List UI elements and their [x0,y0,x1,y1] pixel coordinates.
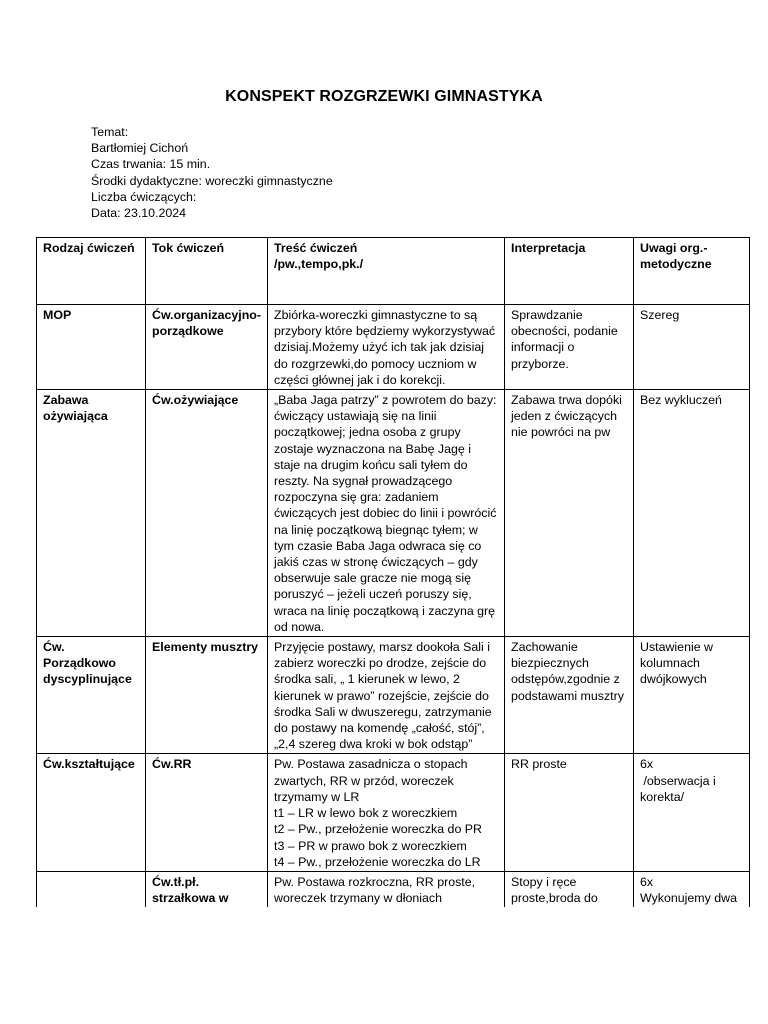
cell-interpretation: Zabawa trwa dopóki jeden z ćwiczących nie powróci na pw [505,390,634,637]
cell-interpretation: Zachowanie biezpiecznych odstępów,zgodnie z podstawami musztry [505,637,634,754]
cell-exercise-content [268,754,505,871]
header-exercise-type: Rodzaj ćwiczeń [37,238,146,305]
content-line: t2 – Pw., przełożenie woreczka do PR [274,822,482,837]
cell-interpretation: RR proste [505,754,634,871]
cell-exercise-type: MOP [37,305,146,390]
meta-author: Bartłomiej Cichoń [91,141,189,156]
cell-exercise-content: „Baba Jaga patrzy” z powrotem do bazy: ćwiczący ustawiają się na linii początkowej; jedna osoba z grupy zostaje wyznaczona na Babę Jagę i staje na drugim końcu sali tyłem do reszty. Na sygnał prowadzącego rozpoczyna się gra: zadaniem ćwiczących jest dobiec do linii i powrócić na linię początkową biegnąc tyłem; w tym czasie Baba Jaga odwraca się co jakiś czas w stronę ćwiczących – gdy obserwuje sale gracze nie mogą się poruszyć – jeżeli uczeń poruszy się, wraca na linię początkową i zaczyna grę od nowa. [268,390,505,637]
cell-exercise-content: Przyjęcie postawy, marsz dookoła Sali i zabierz woreczki po drodze, zejście do środka sali, „ 1 kierunek w lewo, 2 kierunek w prawo” rozejście, zejście do środka Sali w dwuszeregu, zatrzymanie do postawy na komendę „całość, stój”, „2,4 szereg dwa kroki w bok odstąp” [268,637,505,754]
lesson-plan-table [36,237,750,907]
content-line: Pw. Postawa zasadnicza o stopach zwartych, RR w przód, woreczek trzymamy w LR [274,757,468,804]
cell-org-notes [634,754,750,871]
header-exercise-flow: Tok ćwiczeń [146,238,268,305]
meta-topic: Temat: [91,125,129,139]
cell-org-notes: Szereg [634,305,750,390]
cell-exercise-content: Zbiórka-woreczki gimnastyczne to są przybory które będziemy wykorzystywać dzisiaj.Możemy użyć ich tak jak dzisiaj do rozgrzewki,do pomocy uczniom w części głównej jak i do korekcji. [268,305,505,390]
cell-org-notes: Ustawienie w kolumnach dwójkowych [634,637,750,754]
cell-exercise-type [37,871,146,907]
meta-participants-count: Liczba ćwiczących: [91,189,197,204]
cell-exercise-flow: Ćw.organizacyjno-porządkowe [146,305,268,390]
content-line: t3 – PR w prawo bok z woreczkiem [274,838,467,853]
meta-duration: Czas trwania: 15 min. [91,157,211,172]
cell-exercise-type: Zabawa ożywiająca [37,390,146,637]
meta-date: Data: 23.10.2024 [91,206,187,221]
cell-exercise-flow: Ćw.tł.pł. strzałkowa w [146,871,268,907]
cell-org-notes [634,871,750,907]
table-row [37,390,750,637]
cell-exercise-flow: Elementy musztry [146,637,268,754]
content-line: t1 – LR w lewo bok z woreczkiem [274,806,458,821]
table-row [37,871,750,907]
table-row [37,754,750,871]
cell-exercise-type: Ćw.kształtujące [37,754,146,871]
header-org-notes: Uwagi org.- metodyczne [634,238,750,305]
page-title: KONSPEKT ROZGRZEWKI GIMNASTYKA [225,88,543,105]
cell-exercise-content: Pw. Postawa rozkroczna, RR proste, woreczek trzymany w dłoniach [268,871,505,907]
table-header-row [37,238,750,305]
lesson-metadata [91,124,333,221]
notes-line: 6x [640,874,654,889]
notes-line: /obserwacja i korekta/ [640,773,720,804]
table-row [37,305,750,390]
cell-exercise-flow: Ćw.ożywiające [146,390,268,637]
cell-interpretation: Stopy i ręce proste,broda do [505,871,634,907]
cell-interpretation: Sprawdzanie obecności, podanie informacji o przyborze. [505,305,634,390]
header-interpretation: Interpretacja [505,238,634,305]
meta-teaching-aids: Środki dydaktyczne: woreczki gimnastyczne [91,173,333,188]
notes-line: Wykonujemy dwa [640,891,737,906]
cell-org-notes: Bez wykluczeń [634,390,750,637]
notes-line: 6x [640,757,654,772]
table-row [37,637,750,754]
cell-exercise-type: Ćw. Porządkowo dyscyplinujące [37,637,146,754]
header-exercise-content: Treść ćwiczeń /pw.,tempo,pk./ [268,238,505,305]
cell-exercise-flow: Ćw.RR [146,754,268,871]
content-line: t4 – Pw., przełożenie woreczka do LR [274,854,481,869]
